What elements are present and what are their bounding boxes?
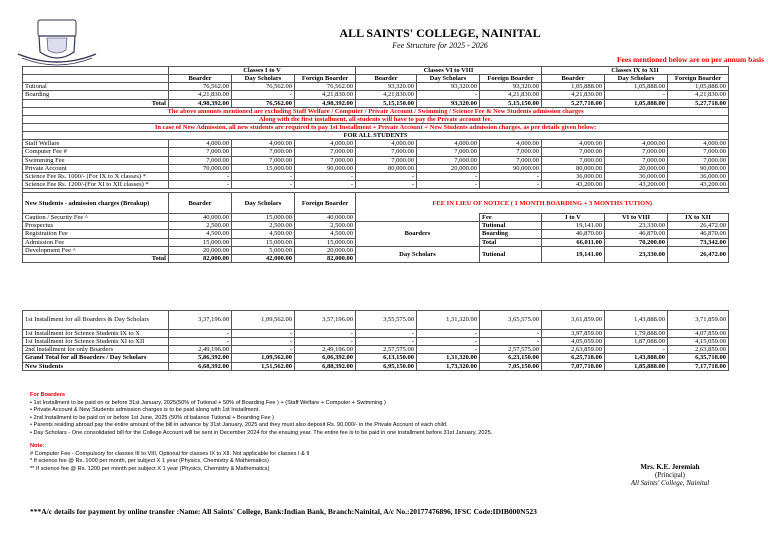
table-row [23, 362, 729, 370]
day-scholars-label: Day Scholars [356, 246, 480, 262]
cell: 1st Installment for Science Students XI to XII [23, 338, 169, 346]
cell: 3,61,859.00 [542, 311, 605, 330]
cell: Private Account [23, 164, 169, 172]
note-line: • 1st Installment to be paid on or before 31st January, 2025(50% of Tutional + 50% of Boarding Fee ) + (Staff Welfare + Computer + Swimming ) [30, 399, 386, 406]
cell: 7,07,718.00 [542, 362, 605, 370]
cell: - [417, 180, 480, 188]
notice-fee-title: FEE IN LIEU OF NOTICE ( 1 MONTH BOARDING + 3 MONTHS TUTION) [432, 199, 653, 207]
cell: Boarding [480, 230, 542, 238]
cell: 1,09,562.00 [232, 311, 295, 330]
cell: 2,57,575.00 [356, 346, 417, 354]
cell: 15,000.00 [295, 238, 356, 246]
cell: 7,000.00 [417, 148, 480, 156]
note-line: # Computer Fee - Compulsory for classes III to VIII, Optional for classes IX to XII. Not applicable for classes I & II [30, 450, 310, 457]
cell: - [232, 346, 295, 354]
cell: 80,000.00 [356, 164, 417, 172]
signature-block [590, 463, 750, 487]
cell: 26,472.00 [668, 222, 729, 230]
cell: 7,000.00 [668, 156, 729, 164]
cell: 23,330.00 [605, 222, 668, 230]
cell: 6,95,150.00 [356, 362, 417, 370]
cell: 7,000.00 [232, 156, 295, 164]
cell: 1,05,888.00 [605, 99, 668, 107]
cell: Boarder [542, 75, 605, 83]
cell: 93,320.00 [417, 99, 480, 107]
cell: 66,011.00 [542, 238, 605, 246]
cell: - [295, 338, 356, 346]
cell: 82,000.00 [169, 254, 232, 262]
note-line: ** If science fee @ Rs. 1200 per month per subject X 1 year (Physics, Chemistry & Mathematics) [30, 465, 270, 472]
cell: 19,141.00 [542, 246, 605, 262]
cell: 5,86,392.00 [169, 354, 232, 362]
cell: 19,141.00 [542, 222, 605, 230]
cell: Tutional [480, 246, 542, 262]
table-row [23, 330, 729, 338]
cell: 4,000.00 [169, 140, 232, 148]
cell: - [417, 172, 480, 180]
cell: 2,49,196.00 [295, 346, 356, 354]
cell: 4,07,859.00 [668, 330, 729, 338]
note-line: • Private Account & New Students admission charges is to be paid along with 1st Installment. [30, 407, 260, 414]
cell: New Students [23, 362, 169, 370]
cell: - [605, 91, 668, 99]
cell: Boarder [169, 193, 232, 214]
table-row [23, 156, 729, 164]
cell: 76,562.00 [232, 83, 295, 91]
cell: - [232, 338, 295, 346]
cell: 4,000.00 [417, 140, 480, 148]
new-students-header-row [23, 193, 729, 214]
cell: Day Scholars [232, 193, 295, 214]
cell: Swimming Fee [23, 156, 169, 164]
cell: - [480, 180, 542, 188]
cell: - [295, 330, 356, 338]
cell: 70,000.00 [169, 164, 232, 172]
table-row [23, 222, 729, 230]
cell: Registration Fee [23, 230, 169, 238]
blank-cell [23, 75, 169, 83]
cell: 73,342.00 [668, 238, 729, 246]
cell: FOR ALL STUDENTS [23, 132, 729, 140]
college-name: ALL SAINTS' COLLEGE, NAINITAL [339, 26, 541, 40]
cell: 1,31,320.00 [417, 354, 480, 362]
cell: 1,87,088.00 [605, 338, 668, 346]
cell: 1,73,320.00 [417, 362, 480, 370]
cell: 90,000.00 [295, 164, 356, 172]
cell: 1,79,888.00 [605, 330, 668, 338]
cell: 4,500.00 [169, 230, 232, 238]
cell: 36,000.00 [668, 172, 729, 180]
notice-row [23, 107, 729, 115]
cell: 7,000.00 [605, 148, 668, 156]
cell: Day Scholars [232, 75, 295, 83]
cell: Admission Fee [23, 238, 169, 246]
cell: 3,71,859.00 [668, 311, 729, 330]
installment-table [22, 310, 729, 371]
cell: 5,15,150.00 [480, 99, 542, 107]
cell: - [417, 91, 480, 99]
cell: 3,37,196.00 [169, 311, 232, 330]
cell: 6,06,392.00 [295, 354, 356, 362]
cell: 7,000.00 [480, 148, 542, 156]
cell: New Students - admission charges (Breakup) [23, 193, 169, 214]
cell: 7,17,718.00 [668, 362, 729, 370]
cell: Fee [480, 214, 542, 222]
cell: Total [480, 238, 542, 246]
cell: 15,000.00 [169, 238, 232, 246]
notice-row [23, 132, 729, 140]
cell: 7,000.00 [605, 156, 668, 164]
table-row [23, 83, 729, 91]
notice-row [23, 123, 729, 131]
cell: 4,000.00 [295, 140, 356, 148]
cell: Classes IX to XII [542, 67, 729, 75]
cell: 4,98,392.00 [295, 99, 356, 107]
cell: 15,000.00 [232, 214, 295, 222]
cell: - [356, 172, 417, 180]
cell: 15,000.00 [232, 164, 295, 172]
note-line: * If science fee @ Rs. 1000 per month, per subject X 1 year (Physics, Chemistry & Mathematics) [30, 458, 269, 465]
cell: 4,500.00 [232, 230, 295, 238]
cell: 2,63,859.00 [542, 346, 605, 354]
cell: - [480, 330, 542, 338]
cell: 76,562.00 [295, 83, 356, 91]
table-row [23, 246, 729, 254]
cell: 4,000.00 [480, 140, 542, 148]
cell: 1,05,888.00 [542, 83, 605, 91]
cell: 4,000.00 [542, 140, 605, 148]
cell: 6,88,392.00 [295, 362, 356, 370]
cell: 4,21,830.00 [480, 91, 542, 99]
cell: 4,21,830.00 [668, 91, 729, 99]
cell: 5,15,150.00 [356, 99, 417, 107]
cell: 6,23,150.00 [480, 354, 542, 362]
cell: - [356, 180, 417, 188]
cell: 46,870.00 [605, 230, 668, 238]
cell: 93,320.00 [356, 83, 417, 91]
cell: 20,000.00 [605, 164, 668, 172]
cell: 4,98,392.00 [169, 99, 232, 107]
cell: 4,500.00 [295, 230, 356, 238]
note-text: Private Account & New Students admission charges is to be paid along with 1st Installment. [33, 407, 260, 414]
cell: 4,05,059.00 [542, 338, 605, 346]
cell: 15,000.00 [232, 238, 295, 246]
cell: - [480, 338, 542, 346]
principal-name: Mrs. K.E. Jeremiah [640, 463, 700, 471]
cell: 40,000.00 [169, 214, 232, 222]
cell: - [169, 172, 232, 180]
cell: I to V [542, 214, 605, 222]
cell: Total [23, 254, 169, 262]
cell: 1,85,888.00 [605, 362, 668, 370]
cell: - [232, 330, 295, 338]
cell: 23,330.00 [605, 246, 668, 262]
cell: 26,472.00 [668, 246, 729, 262]
cell: 20,000.00 [169, 246, 232, 254]
cell: - [169, 180, 232, 188]
cell: 3,55,575.00 [356, 311, 417, 330]
cell: 5,27,718.00 [668, 99, 729, 107]
cell: 7,000.00 [668, 148, 729, 156]
cell: - [417, 338, 480, 346]
cell: 20,000.00 [417, 164, 480, 172]
cell: 3,65,575.00 [480, 311, 542, 330]
table-row [23, 99, 729, 107]
cell: 1st Installment for all Boarders & Day Scholars [23, 311, 169, 330]
cell: - [356, 330, 417, 338]
principal-role: (Principal) [655, 471, 685, 479]
table-row [23, 214, 729, 222]
bank-details: ***A/c details for payment by online transfer :Name: All Saints' College, Bank:Indian Bank, Branch:Nainital, A/c No.:20177476896, IFSC Code:IDIB000N523 [30, 507, 537, 516]
cell: 3,97,859.00 [542, 330, 605, 338]
cell: 43,200.00 [542, 180, 605, 188]
college-crest [14, 18, 100, 66]
cell: Total [23, 99, 169, 107]
cell: Tutional [480, 222, 542, 230]
cell: 90,000.00 [668, 164, 729, 172]
cell: - [169, 338, 232, 346]
cell: 1,31,320.00 [417, 311, 480, 330]
note-text: 2nd Installment to be paid on or before 1st June, 2025 (50% of balance Tutional + Boarding Fee ) [33, 414, 275, 421]
cell: Development Fee ^ [23, 246, 169, 254]
cell: 4,15,059.00 [668, 338, 729, 346]
cell: 4,21,830.00 [295, 91, 356, 99]
cell: In case of New Admission, all new students are required to pay 1st Installment + Private Account + New Students admission charges, as per details given below: [23, 123, 729, 131]
fee-structure-subtitle: Fee Structure for 2025 - 2026 [392, 41, 488, 50]
cell: - [295, 172, 356, 180]
cell: 7,000.00 [542, 148, 605, 156]
cell: 2,63,859.00 [668, 346, 729, 354]
cell: Boarder [356, 75, 417, 83]
cell: 43,200.00 [605, 180, 668, 188]
cell: Science Fee Rs. 1000/- (For IX to X classes) * [23, 172, 169, 180]
cell: 93,320.00 [480, 83, 542, 91]
cell: 7,000.00 [169, 156, 232, 164]
cell: - [480, 172, 542, 180]
cell: 4,000.00 [356, 140, 417, 148]
principal-org: All Saints' College, Nainital [630, 479, 710, 487]
table-row [23, 148, 729, 156]
cell: 76,562.00 [232, 99, 295, 107]
cell: Caution / Security Fee ^ [23, 214, 169, 222]
cell: 1,09,562.00 [232, 354, 295, 362]
notice-row [23, 115, 729, 123]
cell: 80,000.00 [542, 164, 605, 172]
boarders-label: Boarders [356, 222, 480, 246]
cell: Computer Fee # [23, 148, 169, 156]
cell: - [417, 330, 480, 338]
note-heading: Note: [30, 443, 45, 450]
note-text: Parents residing abroad pay the entire amount of the bill in advance by 31st January, 2025 and they must also deposit Rs. 90,000/- in the Private Account of each child. [33, 422, 448, 429]
cell: 3,57,196.00 [295, 311, 356, 330]
note-line: • Day Scholars - One consolidated bill for the College Account will be sent in December 2024 for the ensuing year. The entire fee is to be paid in one installment before 31st January, 2025. [30, 429, 493, 436]
table-row [23, 164, 729, 172]
cell: 76,562.00 [169, 83, 232, 91]
cell: 4,000.00 [232, 140, 295, 148]
cell: 6,13,150.00 [356, 354, 417, 362]
table-row [23, 172, 729, 180]
for-boarders-heading: For Boarders [30, 392, 66, 398]
cell: 4,21,830.00 [356, 91, 417, 99]
cell: 7,000.00 [295, 148, 356, 156]
cell: 7,000.00 [356, 156, 417, 164]
cell: Foreign Boarder [295, 193, 356, 214]
cell: 4,21,830.00 [169, 91, 232, 99]
table-row [23, 140, 729, 148]
cell: Foreign Boarder [480, 75, 542, 83]
cell: 93,320.00 [417, 83, 480, 91]
table-row [23, 346, 729, 354]
cell: Foreign Boarder [668, 75, 729, 83]
per-annum-note: Fees mentioned below are on per annum basis [616, 55, 764, 64]
cell: 40,000.00 [295, 214, 356, 222]
table-row [23, 354, 729, 362]
cell: 70,200.00 [605, 238, 668, 246]
cell: 46,870.00 [542, 230, 605, 238]
cell: 82,000.00 [295, 254, 356, 262]
cell: 4,21,830.00 [542, 91, 605, 99]
column-header-row [23, 75, 729, 83]
cell: 2,500.00 [232, 222, 295, 230]
cell: Foreign Boarder [295, 75, 356, 83]
table-row [23, 311, 729, 330]
cell: 7,000.00 [232, 148, 295, 156]
cell: 43,200.00 [668, 180, 729, 188]
cell: 46,870.00 [668, 230, 729, 238]
cell: 20,000.00 [295, 246, 356, 254]
note-line: • 2nd Installment to be paid on or before 1st June, 2025 (50% of balance Tutional + Boarding Fee ) [30, 414, 275, 421]
cell: 2,500.00 [169, 222, 232, 230]
cell: 36,000.00 [542, 172, 605, 180]
blank-cell [356, 214, 480, 222]
note-line: • Parents residing abroad pay the entire amount of the bill in advance by 31st January, 2025 and they must also deposit Rs. 90,000/- in the Private Account of each child. [30, 422, 448, 429]
cell: - [356, 338, 417, 346]
cell: 5,27,718.00 [542, 99, 605, 107]
table-row [23, 338, 729, 346]
cell: - [605, 346, 668, 354]
cell: VI to VIII [605, 214, 668, 222]
group-header-row [23, 67, 729, 75]
cell: 7,000.00 [295, 156, 356, 164]
cell: 2,49,196.00 [169, 346, 232, 354]
cell: Classes VI to VIII [356, 67, 542, 75]
cell: 7,000.00 [356, 148, 417, 156]
cell: - [417, 346, 480, 354]
cell: Along with the first installment, all students will have to pay the Private account fee. [23, 115, 729, 123]
cell: - [295, 180, 356, 188]
cell: 1st Installment for Science Students IX to X [23, 330, 169, 338]
table-row [23, 91, 729, 99]
cell: Boarding [23, 91, 169, 99]
cell: 2nd Installment for only Boarders [23, 346, 169, 354]
cell: 4,000.00 [605, 140, 668, 148]
cell: 1,43,888.00 [605, 354, 668, 362]
cell: - [232, 180, 295, 188]
cell: 4,000.00 [668, 140, 729, 148]
note-text: Day Scholars - One consolidated bill for the College Account will be sent in December 2024 for the ensuing year. The entire fee is to be paid in one installment before 31st January, 2025. [33, 429, 493, 436]
cell: Tutional [23, 83, 169, 91]
note-text: 1st Installment to be paid on or before 31st January, 2025(50% of Tutional + 50% of Boarding Fee ) + (Staff Welfare + Computer + Swimming ) [33, 399, 386, 406]
blank-cell [23, 67, 169, 75]
notes-section [30, 392, 590, 473]
cell: 6,25,718.00 [542, 354, 605, 362]
cell: - [232, 91, 295, 99]
cell: 1,05,888.00 [605, 83, 668, 91]
cell: Prospectus [23, 222, 169, 230]
cell: IX to XII [668, 214, 729, 222]
cell: 1,51,562.00 [232, 362, 295, 370]
cell: Staff Welfare [23, 140, 169, 148]
cell: Day Scholars [605, 75, 668, 83]
cell: 7,000.00 [417, 156, 480, 164]
cell: 7,000.00 [480, 156, 542, 164]
cell: Boarder [169, 75, 232, 83]
cell: 7,05,150.00 [480, 362, 542, 370]
cell: 2,500.00 [295, 222, 356, 230]
cell: 6,68,392.00 [169, 362, 232, 370]
cell: 90,000.00 [480, 164, 542, 172]
table-row [23, 180, 729, 188]
cell: Grand Total for all Boarders / Day Scholars [23, 354, 169, 362]
cell: 1,43,888.00 [605, 311, 668, 330]
cell: 6,35,718.00 [668, 354, 729, 362]
cell: The above amounts mentioned are excluding Staff Welfare / Computer / Private Account / Swimming / Science Fee & New Students admission charges [23, 107, 729, 115]
cell: 5,000.00 [232, 246, 295, 254]
cell: - [232, 172, 295, 180]
cell: 42,000.00 [232, 254, 295, 262]
cell: 7,000.00 [542, 156, 605, 164]
cell: 7,000.00 [169, 148, 232, 156]
fee-table [22, 66, 729, 263]
cell: 36,000.00 [605, 172, 668, 180]
cell: Science Fee Rs. 1200/-(For XI to XII classes) * [23, 180, 169, 188]
cell: - [169, 330, 232, 338]
cell: Day Scholars [417, 75, 480, 83]
cell: 2,57,575.00 [480, 346, 542, 354]
cell: Classes I to V [169, 67, 356, 75]
cell: 1,05,888.00 [668, 83, 729, 91]
